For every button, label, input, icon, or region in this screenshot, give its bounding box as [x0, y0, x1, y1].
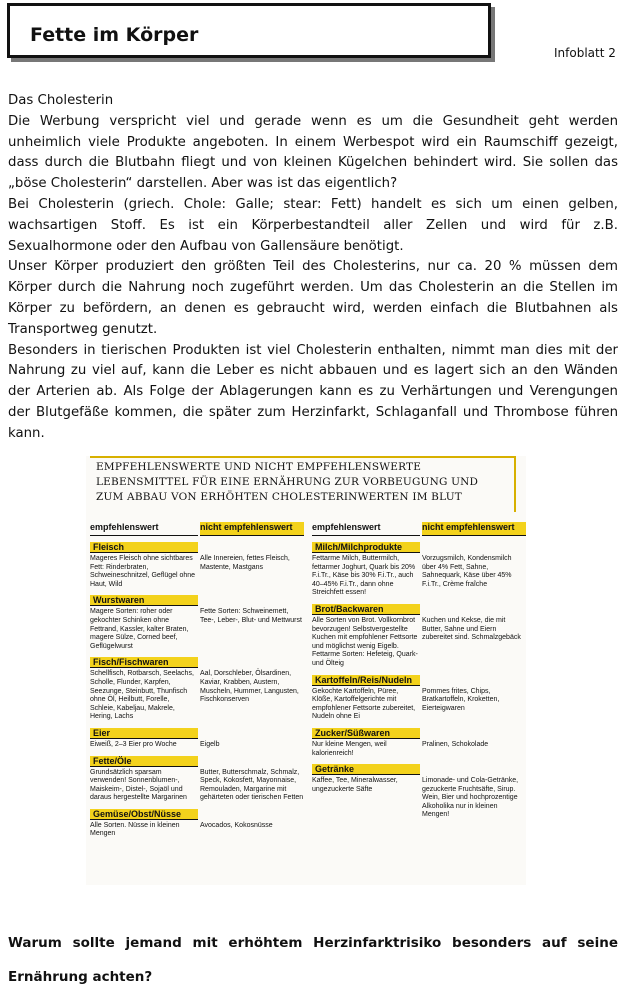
recommended-cell: Alle Sorten von Brot. Vollkornbrot bevorzugen! Selbstvergestellte Kuchen mit empfohlener Fettsorte und möglichst wenig Eigelb. Fettarme Sorten: Hefeteig, Quark- und Ölteig: [312, 616, 418, 667]
column-headers: [90, 522, 304, 536]
recommended-cell: Nur kleine Mengen, weil kalorienreich!: [312, 740, 387, 757]
food-table-image: [86, 456, 526, 885]
section-title: Getränke: [312, 764, 420, 775]
section-title: Milch/Milchprodukte: [312, 542, 420, 553]
section-title: Fette/Öle: [90, 756, 198, 767]
paragraph: Die Werbung verspricht viel und gerade wenn es um die Gesundheit geht werden unheimlich viele Produkte angeboten. In einem Werbespot wird ein Raumschiff gezeigt, dass durch die Blutbahn fliegt und von kleinen Kügelchen behindert wird. Sie sollen das „böse Cholesterin“ darstellen. Aber was ist das eigentlich?: [8, 113, 618, 192]
not-recommended-cell: Butter, Butterschmalz, Schmalz, Speck, Kokosfett, Mayonnaise, Remouladen, Margarine mit gehärteten oder tierischen Fetten: [200, 768, 304, 802]
col-recommended: empfehlenswert: [312, 522, 420, 536]
table-section: [90, 728, 304, 750]
recommended-cell: Schellfisch, Rotbarsch, Seelachs, Scholle, Flunder, Karpfen, Seezunge, Steinbutt, Thunfisch ohne Öl, Heilbutt, Forelle, Schleie, Kabeljau, Makrele, Hering, Lachs: [90, 670, 194, 721]
table-column-left: [90, 522, 304, 839]
body-text: [8, 91, 618, 445]
table-column-right: [312, 522, 526, 820]
table-section: [312, 604, 526, 669]
table-section: [90, 809, 304, 839]
col-not-recommended: nicht empfehlenswert: [422, 522, 526, 536]
not-recommended-cell: Fette Sorten: Schweinemett, Tee-, Leber-, Blut- und Mettwurst: [200, 608, 302, 624]
paragraph: Unser Körper produziert den größten Teil des Cholesterins, nur ca. 20 % müssen dem Körper durch die Nahrung noch zugeführt werden. Um das Cholesterin an die Stellen im Körper zu befördern, an denen es gebraucht wird, werden einfach die Blutbahnen als Transportweg genutzt.: [8, 259, 618, 337]
section-title: Fisch/Fischwaren: [90, 657, 198, 668]
paragraph: Bei Cholesterin (griech. Chole: Galle; stear: Fett) handelt es sich um einen gelben, wachsartigen Stoff. Es ist ein Körperbestandteil aller Zellen und wird für z.B. Sexualhormone oder den Aufbau von Gallensäure benötigt.: [8, 196, 618, 254]
table-section: [90, 756, 304, 803]
col-recommended: empfehlenswert: [90, 522, 198, 536]
table-section: [90, 542, 304, 589]
recommended-cell: Magere Sorten: roher oder gekochter Schinken ohne Fettrand, Kassler, kalter Braten, magere Sülze, Corned beef, Geflügelwurst: [90, 608, 189, 650]
not-recommended-cell: Avocados, Kokosnüsse: [200, 821, 273, 829]
recommended-cell: Mageres Fleisch ohne sichtbares Fett: Rinderbraten, Schweineschnitzel, Geflügel ohne Haut, Wild: [90, 555, 196, 588]
column-headers: [312, 522, 526, 536]
section-title: Wurstwaren: [90, 595, 198, 606]
section-title: Gemüse/Obst/Nüsse: [90, 809, 198, 820]
table-section: [312, 764, 526, 820]
recommended-cell: Fettarme Milch, Buttermilch, fettarmer Joghurt, Quark bis 20% F.i.Tr., Käse bis 30% F.i.Tr., auch 40–45% F.i.Tr., dann ohne Streichfett essen!: [312, 555, 416, 597]
not-recommended-cell: Vorzugsmilch, Kondensmilch über 4% Fett, Sahne, Sahnequark, Käse über 45% F.i.Tr., Crème fraîche: [422, 555, 512, 588]
section-title: Kartoffeln/Reis/Nudeln: [312, 675, 420, 686]
sheet-label: Infoblatt 2: [554, 46, 616, 60]
section-title: Zucker/Süßwaren: [312, 728, 420, 739]
section-title: Eier: [90, 728, 198, 739]
question-text: Warum sollte jemand mit erhöhtem Herzinfarktrisiko besonders auf seine Ernährung achten?: [8, 935, 618, 985]
not-recommended-cell: Pommes frites, Chips, Bratkartoffeln, Kroketten, Eierteigwaren: [422, 687, 500, 712]
not-recommended-cell: Limonade- und Cola-Getränke, gezuckerte Fruchtsäfte, Sirup. Wein, Bier und hochprozentige Alkoholika nur in kleinen Mengen!: [422, 777, 519, 819]
not-recommended-cell: Kuchen und Kekse, die mit Butter, Sahne und Eiern zubereitet sind. Schmalzgebäck: [422, 616, 521, 642]
not-recommended-cell: Alle Innereien, fettes Fleisch, Mastente, Mastgans: [200, 555, 290, 571]
table-section: [312, 542, 526, 598]
table-header: EMPFEHLENSWERTE UND NICHT EMPFEHLENSWERTE LEBENSMITTEL FÜR EINE ERNÄHRUNG ZUR VORBEUGUNG UND ZUM ABBAU VON ERHÖHTEN CHOLESTERINWERTEN IM BLUT: [90, 456, 516, 512]
table-section: [312, 728, 526, 758]
table-section: [90, 595, 304, 651]
not-recommended-cell: Pralinen, Schokolade: [422, 740, 489, 748]
table-section: [90, 657, 304, 722]
page-title: Fette im Körper: [30, 24, 199, 46]
section-title: Fleisch: [90, 542, 198, 553]
not-recommended-cell: Aal, Dorschleber, Ölsardinen, Kaviar, Krabben, Austern, Muscheln, Hummer, Langusten, Fischkonserven: [200, 670, 299, 704]
recommended-cell: Alle Sorten. Nüsse in kleinen Mengen: [90, 821, 180, 838]
paragraph: Besonders in tierischen Produkten ist viel Cholesterin enthalten, nimmt man dies mit der Nahrung zu viel auf, kann die Leber es nicht abbauen und es lagert sich an den Wänden der Arterien ab. Als Folge der Ablagerungen kann es zu Verhärtungen und Verengungen der Blutgefäße kommen, die später zum Herzinfarkt, Schlaganfall und Thrombose führen kann.: [8, 342, 618, 441]
recommended-cell: Grundsätzlich sparsam verwenden! Sonnenblumen-, Maiskeim-, Distel-, Sojaöl und daraus hergestellte Margarinen: [90, 768, 187, 802]
section-title: Brot/Backwaren: [312, 604, 420, 615]
title-box: [7, 3, 491, 58]
table-section: [312, 675, 526, 722]
not-recommended-cell: Eigelb: [200, 740, 220, 748]
recommended-cell: Eiweiß, 2–3 Eier pro Woche: [90, 740, 177, 748]
col-not-recommended: nicht empfehlenswert: [200, 522, 304, 536]
recommended-cell: Kaffee, Tee, Mineralwasser, ungezuckerte Säfte: [312, 777, 398, 793]
paragraph: Das Cholesterin: [8, 93, 114, 108]
recommended-cell: Gekochte Kartoffeln, Püree, Klöße, Kartoffelgerichte mit empfohlener Fettsorte zubereitet, Nudeln ohne Ei: [312, 687, 416, 721]
